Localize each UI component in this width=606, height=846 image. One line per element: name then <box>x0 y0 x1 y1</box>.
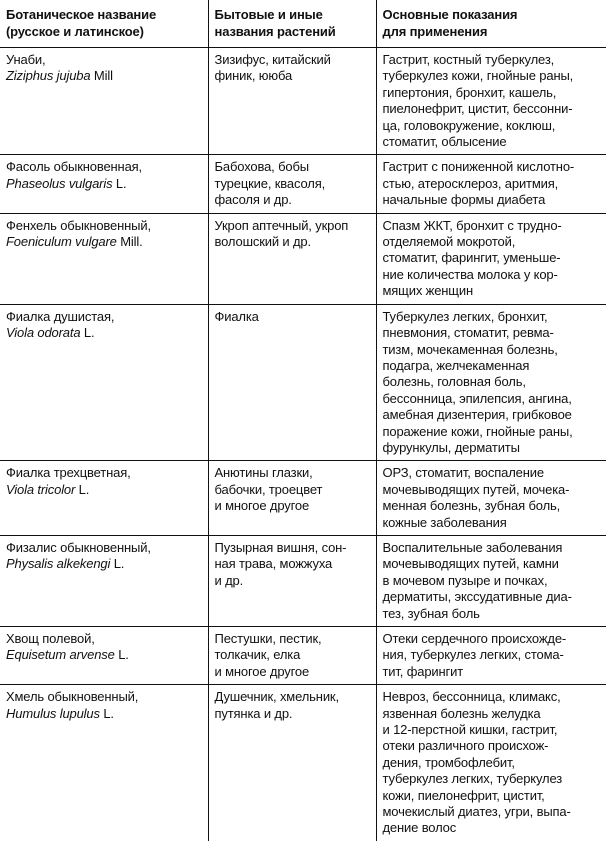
indication-line: ние количества молока у кор- <box>382 266 558 282</box>
indication-line: поражение кожи, гнойные раны, <box>382 423 573 439</box>
author-abbreviation: Mill <box>90 68 113 84</box>
latin-name-line <box>6 325 204 341</box>
latin-name-line <box>6 482 204 498</box>
indications-cell <box>376 685 606 841</box>
indications-cell <box>376 627 606 685</box>
author-abbreviation: Mill. <box>116 234 143 250</box>
common-names-cell <box>208 304 376 461</box>
header-line: Ботаническое название <box>6 7 157 22</box>
indication-line: дение волос <box>382 820 457 836</box>
common-name-line: Пузырная вишня, сон- <box>214 539 347 555</box>
indication-line: подагра, желчекаменная <box>382 357 530 373</box>
common-names-cell <box>208 155 376 213</box>
botanical-name-cell <box>0 304 208 461</box>
indication-line: ния, туберкулез легких, стома- <box>382 647 564 663</box>
header-indications <box>376 0 606 48</box>
indication-line: амебная дизентерия, грибковое <box>382 407 572 423</box>
russian-name: Унаби, <box>6 52 46 67</box>
indication-line: мящих женщин <box>382 283 473 299</box>
common-names-cell <box>208 48 376 155</box>
latin-name-line <box>6 68 204 84</box>
indications-cell <box>376 155 606 213</box>
common-names-cell <box>208 627 376 685</box>
header-line: названия растений <box>214 24 336 39</box>
author-abbreviation: L. <box>80 325 95 341</box>
common-name-line: Душечник, хмельник, <box>214 689 339 705</box>
indication-line: стоматит, фарингит, уменьше- <box>382 250 561 266</box>
common-names-cell <box>208 213 376 304</box>
header-botanical-name <box>0 0 208 48</box>
indication-line: начальные формы диабета <box>382 192 546 208</box>
common-name-line: Фиалка <box>214 308 259 324</box>
botanical-name-cell <box>0 48 208 155</box>
indication-line: ца, головокружение, коклюш, <box>382 117 556 133</box>
indication-line: пиелонефрит, цистит, бессонни- <box>382 101 573 117</box>
botanical-name-cell <box>0 213 208 304</box>
indication-line: Отеки сердечного происхожде- <box>382 631 567 646</box>
common-name-line: турецкие, квасоля, <box>214 175 326 191</box>
indication-line: тизм, мочекаменная болезнь, <box>382 341 558 357</box>
common-name-line: и многое другое <box>214 498 310 514</box>
botanical-name-cell <box>0 461 208 536</box>
common-name-line: Зизифус, китайский <box>214 52 331 67</box>
indication-line: Туберкулез легких, бронхит, <box>382 308 548 324</box>
latin-name: Ziziphus jujuba <box>6 68 91 84</box>
botanical-name-cell <box>0 155 208 213</box>
latin-name: Viola tricolor <box>6 481 76 497</box>
table-row <box>0 48 606 155</box>
table-row <box>0 535 606 626</box>
common-name-line: бабочки, троецвет <box>214 481 323 497</box>
header-line: Бытовые и иные <box>214 7 323 22</box>
latin-name: Physalis alkekengi <box>6 556 111 572</box>
common-name-line: ная трава, можжуха <box>214 556 333 572</box>
author-abbreviation: L. <box>99 705 114 721</box>
indication-line: кожные заболевания <box>382 514 507 530</box>
russian-name: Фенхель обыкновенный, <box>6 217 151 233</box>
table-header <box>0 0 606 48</box>
latin-name-line <box>6 556 204 572</box>
author-abbreviation: L. <box>114 647 129 663</box>
russian-name: Фасоль обыкновенная, <box>6 159 143 175</box>
indication-line: тез, зубная боль <box>382 605 480 621</box>
latin-name-line <box>6 647 204 663</box>
indication-line: Спазм ЖКТ, бронхит с трудно- <box>382 217 562 233</box>
common-names-cell <box>208 685 376 841</box>
latin-name-line <box>6 706 204 722</box>
header-line: для применения <box>382 24 488 39</box>
indication-line: стоматит, облысение <box>382 134 507 150</box>
author-abbreviation: L. <box>112 175 127 191</box>
indication-line: мочевыводящих путей, камни <box>382 556 559 572</box>
russian-name: Физалис обыкновенный, <box>6 539 151 555</box>
indication-line: мочекислый диатез, угри, выпа- <box>382 804 571 820</box>
common-name-line: и многое другое <box>214 663 310 679</box>
author-abbreviation: L. <box>75 481 90 497</box>
common-name-line: и др. <box>214 572 244 588</box>
indications-cell <box>376 304 606 461</box>
common-name-line: толкачик, елка <box>214 647 301 663</box>
header-line: (русское и латинское) <box>6 24 144 39</box>
table-row <box>0 685 606 841</box>
common-name-line: путянка и др. <box>214 705 293 721</box>
russian-name: Хвощ полевой, <box>6 631 95 646</box>
latin-name: Phaseolus vulgaris <box>6 175 113 191</box>
common-names-cell <box>208 461 376 536</box>
indication-line: Воспалительные заболевания <box>382 539 563 555</box>
botanical-name-cell <box>0 685 208 841</box>
common-name-line: Пестушки, пестик, <box>214 631 322 646</box>
indication-line: болезнь, головная боль, <box>382 374 526 390</box>
header-common-names <box>208 0 376 48</box>
table-row <box>0 155 606 213</box>
indication-line: ОРЗ, стоматит, воспаление <box>382 465 544 481</box>
indication-line: тит, фарингит <box>382 663 464 679</box>
indication-line: фурункулы, дерматиты <box>382 439 520 455</box>
indications-cell <box>376 213 606 304</box>
indication-line: кожи, пиелонефрит, цистит, <box>382 787 545 803</box>
common-name-line: Укроп аптечный, укроп <box>214 217 349 233</box>
indication-line: Гастрит, костный туберкулез, <box>382 52 555 67</box>
header-row <box>0 0 606 48</box>
common-name-line: финик, ююба <box>214 68 293 84</box>
indication-line: дерматиты, экссудативные диа- <box>382 589 572 605</box>
russian-name: Хмель обыкновенный, <box>6 689 139 705</box>
indication-line: отеки различного происхож- <box>382 738 549 754</box>
indication-line: стью, атеросклероз, аритмия, <box>382 175 559 191</box>
common-name-line: Анютины глазки, <box>214 465 313 481</box>
latin-name-line <box>6 176 204 192</box>
table-body <box>0 48 606 841</box>
common-name-line: Бабохова, бобы <box>214 159 309 175</box>
latin-name: Foeniculum vulgare <box>6 234 117 250</box>
indication-line: бессонница, эпилепсия, ангина, <box>382 390 572 406</box>
botanical-name-cell <box>0 627 208 685</box>
table-row <box>0 213 606 304</box>
botanical-name-cell <box>0 535 208 626</box>
indications-cell <box>376 461 606 536</box>
indication-line: в мочевом пузыре и почках, <box>382 572 548 588</box>
indications-cell <box>376 48 606 155</box>
table-row <box>0 461 606 536</box>
common-names-cell <box>208 535 376 626</box>
russian-name: Фиалка душистая, <box>6 308 115 324</box>
indication-line: дения, тромбофлебит, <box>382 754 515 770</box>
indication-line: гипертония, бронхит, кашель, <box>382 84 557 100</box>
header-line: Основные показания <box>382 7 518 22</box>
latin-name-line <box>6 234 204 250</box>
indication-line: язвенная болезнь желудка <box>382 705 541 721</box>
latin-name: Viola odorata <box>6 325 81 341</box>
russian-name: Фиалка трехцветная, <box>6 465 131 481</box>
latin-name: Equisetum arvense <box>6 647 115 663</box>
indication-line: пневмония, стоматит, ревма- <box>382 325 554 341</box>
author-abbreviation: L. <box>110 556 125 572</box>
latin-name: Humulus lupulus <box>6 705 100 721</box>
indication-line: мочевыводящих путей, мочека- <box>382 481 570 497</box>
common-name-line: фасоля и др. <box>214 192 292 208</box>
indication-line: Невроз, бессонница, климакс, <box>382 689 561 705</box>
common-name-line: волошский и др. <box>214 234 311 250</box>
table-row <box>0 304 606 461</box>
indication-line: отделяемой мокротой, <box>382 234 516 250</box>
indication-line: менная болезнь, зубная боль, <box>382 498 561 514</box>
table-row <box>0 627 606 685</box>
indications-cell <box>376 535 606 626</box>
indication-line: туберкулез легких, туберкулез <box>382 771 563 787</box>
indication-line: Гастрит с пониженной кислотно- <box>382 159 575 175</box>
indication-line: туберкулез кожи, гнойные раны, <box>382 68 574 84</box>
indication-line: и 12-перстной кишки, гастрит, <box>382 722 558 738</box>
